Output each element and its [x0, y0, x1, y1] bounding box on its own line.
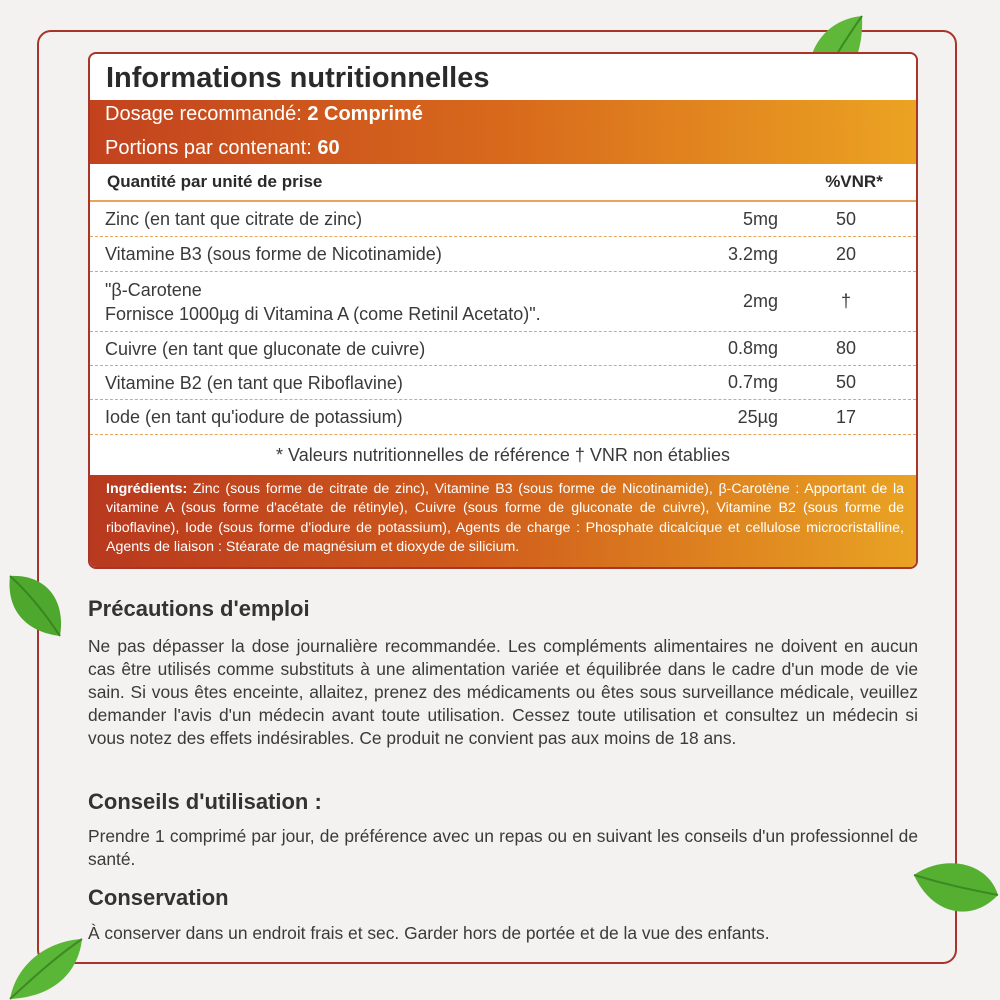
nutrient-vnr: 80 — [835, 338, 857, 358]
portions-row — [105, 133, 916, 164]
precautions-text: Ne pas dépasser la dose journalière recommandée. Les compléments alimentaires ne doivent en aucun cas être utilisés comme substituts à une alimentation variée et équilibrée dans le cadre d'un mode de vie sain. Si vous êtes enceinte, allaitez, prenez des médicaments ou êtes sous surveillance médicale, veuillez demander l'avis d'un médecin avant toute utilisation. Cessez toute utilisation et consultez un médecin si vous notez des effets indésirables. Ce produit ne convient pas aux moins de 18 ans. — [88, 636, 918, 748]
nutrient-vnr: 20 — [835, 243, 857, 264]
nutrient-name: Vitamine B2 (en tant que Riboflavine) — [105, 372, 403, 393]
table-row — [90, 272, 916, 332]
storage-title: Conservation — [88, 885, 229, 910]
leaf-icon — [6, 570, 66, 640]
footnote: * Valeurs nutritionnelles de référence † VNR non établies — [276, 445, 730, 465]
dosage-value: 2 Comprimé — [307, 103, 423, 125]
nutrition-panel — [88, 52, 918, 569]
nutrient-amount: 0.8mg — [727, 338, 778, 358]
dosage-band — [90, 100, 916, 164]
nutrient-amount: 25µg — [737, 406, 778, 427]
nutrient-amount: 2mg — [742, 291, 778, 311]
nutrient-name: Vitamine B3 (sous forme de Nicotinamide) — [105, 244, 442, 264]
nutrient-name — [90, 278, 670, 326]
table-row — [90, 366, 916, 400]
nutrient-name: Zinc (en tant que citrate de zinc) — [105, 209, 363, 229]
leaf-icon — [6, 935, 86, 1000]
nutrient-name-line1: "β-Carotene — [105, 279, 202, 300]
table-row — [90, 400, 916, 435]
storage-text: À conserver dans un endroit frais et sec. Garder hors de portée et de la vue des enfants. — [88, 923, 770, 943]
nutrient-vnr: 17 — [835, 406, 857, 427]
ingredients-block — [90, 475, 916, 569]
nutrient-name-line2: Fornisce 1000µg di Vitamina A (come Retinil Acetato)". — [105, 303, 541, 324]
table-row — [90, 237, 916, 272]
nutrient-amount: 0.7mg — [727, 372, 778, 392]
dosage-label: Dosage recommandé: — [105, 103, 308, 125]
usage-text: Prendre 1 comprimé par jour, de préférence avec un repas ou en suivant les conseils d'un professionnel de santé. — [88, 826, 918, 869]
leaf-icon — [912, 855, 1000, 927]
portions-value: 60 — [317, 137, 340, 159]
panel-title: Informations nutritionnelles — [106, 62, 490, 94]
table-row — [90, 332, 916, 366]
col-vnr: %VNR* — [825, 172, 883, 191]
nutrient-name: Cuivre (en tant que gluconate de cuivre) — [105, 338, 426, 359]
ingredients-label: Ingrédients: — [106, 481, 188, 497]
dosage-row — [105, 100, 916, 133]
nutrient-name: Iode (en tant qu'iodure de potassium) — [105, 407, 403, 427]
ingredients-text: Zinc (sous forme de citrate de zinc), Vitamine B3 (sous forme de Nicotinamide), β-Carotène : Apportant de la vitamine A (sous forme d'acétate de rétinyle), Cuivre (sous forme de gluconate de cuivre), Vitamine B2 (sous forme de riboflavine), Iode (sous forme d'iodure de potassium), Agents de charge : Phosphate dicalcique et cellulose microcristalline, Agents de liaison : Stéarate de magnésium et dioxyde de silicium. — [106, 481, 904, 556]
nutrient-vnr: † — [840, 291, 851, 311]
nutrient-vnr: 50 — [835, 372, 857, 392]
precautions-title: Précautions d'emploi — [88, 596, 310, 621]
table-header — [90, 164, 916, 202]
nutrient-amount: 5mg — [742, 208, 778, 229]
nutrient-vnr: 50 — [835, 208, 857, 229]
nutrient-amount: 3.2mg — [727, 243, 778, 264]
col-quantity: Quantité par unité de prise — [107, 172, 323, 191]
table-row — [90, 202, 916, 237]
usage-title: Conseils d'utilisation : — [88, 789, 322, 814]
portions-label: Portions par contenant: — [105, 137, 318, 159]
